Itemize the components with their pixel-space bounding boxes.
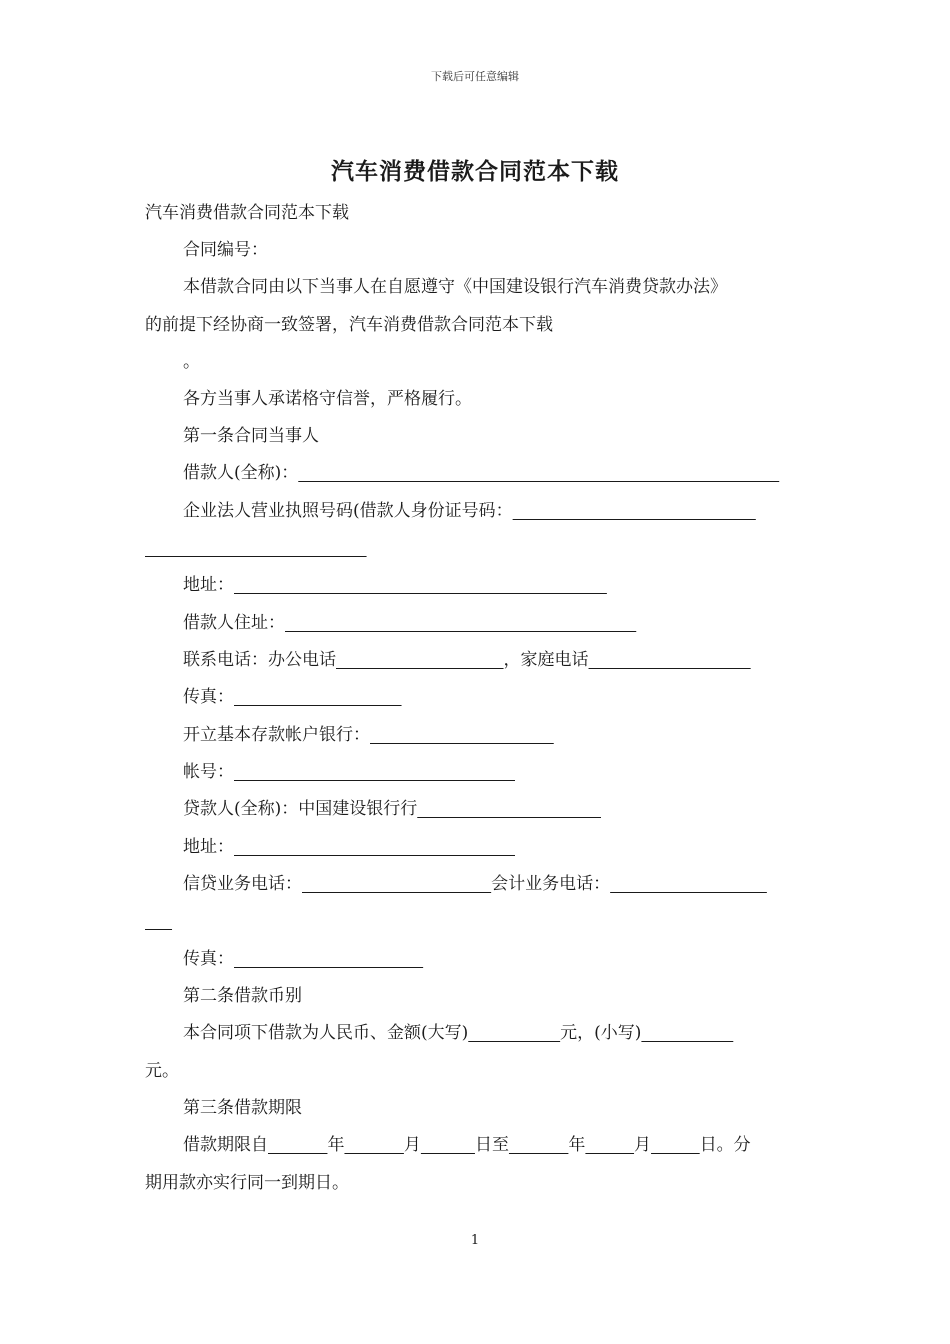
lender-phones-row [183,872,767,896]
lender-address-row [183,835,515,859]
bank-row [183,723,554,747]
term-start-day-blank [421,1135,475,1155]
term-row [183,1133,751,1157]
borrower-name-label: 借款人(全称)： [183,463,299,483]
lender-row [183,797,601,821]
term-end-year-blank [509,1135,568,1155]
article-1-heading: 第一条合同当事人 [183,426,319,446]
account-label: 帐号： [183,762,234,782]
bank-blank [370,725,554,745]
accounting-phone-label: 会计业务电话： [491,874,611,894]
term-start-year-blank [268,1135,327,1155]
lender-fax-row [183,947,423,971]
address-label: 地址： [183,575,234,595]
bank-label: 开立基本存款帐户银行： [183,725,370,745]
contract-number: 合同编号： [183,240,268,260]
account-row [183,760,515,784]
amount-label: 本合同项下借款为人民币、金额(大写) [183,1023,469,1043]
term-end-month-blank [585,1135,634,1155]
lender-label: 贷款人(全称)：中国建设银行行 [183,799,418,819]
term-end-year-label: 年 [568,1135,586,1155]
term-start-month-blank [344,1135,403,1155]
amount-words-blank [468,1023,560,1043]
amount-unit: 元。 [145,1061,179,1081]
license-number-blank-cont [145,536,367,560]
document-title: 汽车消费借款合同范本下载 [331,158,619,185]
address-row [183,573,607,597]
amount-row [183,1021,733,1045]
page-header-note: 下载后可任意编辑 [431,70,519,83]
document-subtitle: 汽车消费借款合同范本下载 [145,203,349,223]
credit-phone-label: 信贷业务电话： [183,874,302,894]
article-3-heading: 第三条借款期限 [183,1098,302,1118]
term-start-label: 借款期限自 [183,1135,268,1155]
accounting-phone-blank [610,874,767,894]
term-end-label: 日。分 [699,1135,751,1155]
intro-line-1: 本借款合同由以下当事人在自愿遵守《中国建设银行汽车消费贷款办法》 [183,277,727,297]
fax-label: 传真： [183,687,234,707]
commitment-text: 各方当事人承诺格守信誉，严格履行。 [183,389,472,409]
license-number-label: 企业法人营业执照号码(借款人身份证号码： [183,501,513,521]
intro-line-2: 的前提下经协商一致签署，汽车消费借款合同范本下载 [145,315,553,335]
term-year-label: 年 [327,1135,345,1155]
fax-blank [234,687,402,707]
home-phone-blank [589,650,751,670]
term-day-to-label: 日至 [474,1135,509,1155]
borrower-name-row [183,461,779,485]
lender-fax-label: 传真： [183,949,234,969]
license-number-blank [513,501,756,521]
residence-row [183,611,636,635]
account-blank [234,762,515,782]
lender-address-blank [234,837,515,857]
amount-figures-blank [641,1023,733,1043]
license-number-row [183,499,756,523]
credit-phone-blank [302,874,491,894]
lender-address-label: 地址： [183,837,234,857]
office-phone-blank [336,650,504,670]
accounting-phone-blank-cont [145,909,172,933]
borrower-name-blank [298,463,779,483]
amount-figures-label: 元，(小写) [560,1023,642,1043]
term-end-day-blank [651,1135,700,1155]
address-blank [234,575,607,595]
office-phone-label: 联系电话：办公电话 [183,650,336,670]
residence-blank [285,613,636,633]
term-line-2: 期用款亦实行同一到期日。 [145,1173,349,1193]
term-end-month-label: 月 [634,1135,652,1155]
lender-fax-blank [234,949,423,969]
article-2-heading: 第二条借款币别 [183,986,302,1006]
term-month-label: 月 [403,1135,421,1155]
phone-row [183,648,751,672]
home-phone-label: ，家庭电话 [503,650,589,670]
page-number: 1 [470,1233,480,1248]
residence-label: 借款人住址： [183,613,285,633]
lender-blank [417,799,601,819]
intro-period: 。 [183,352,200,372]
fax-row [183,685,402,709]
